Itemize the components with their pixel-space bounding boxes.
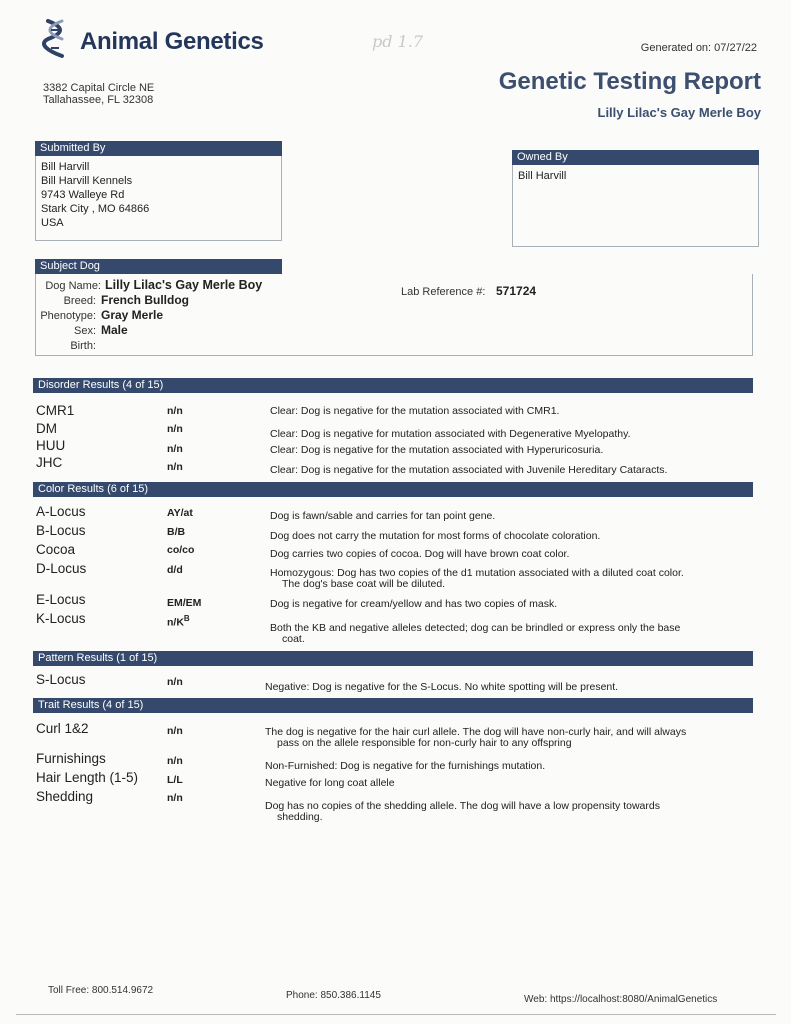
footer-web-link[interactable]: Web: https://localhost:8080/AnimalGenetics: [524, 994, 718, 1005]
submitted-by-line: USA: [41, 217, 64, 229]
result-description-line: coat.: [282, 633, 305, 645]
report-subtitle: Lilly Lilac's Gay Merle Boy: [597, 105, 761, 120]
lab-reference-value: 571724: [496, 284, 537, 298]
marker-name: Furnishings: [36, 751, 106, 766]
genotype-superscript: B: [183, 614, 190, 623]
breed-label: Breed:: [63, 295, 96, 307]
result-description: [265, 727, 740, 749]
sex-label: Sex:: [73, 325, 96, 337]
genotype: n/n: [167, 405, 183, 417]
genotype: [167, 614, 190, 629]
result-description: [270, 568, 745, 590]
address-line-2: Tallahassee, FL 32308: [43, 94, 154, 106]
result-description-line: pass on the allele responsible for non-curly hair to any offspring: [277, 737, 572, 749]
owned-by-name: Bill Harvill: [518, 170, 567, 182]
result-description: Dog carries two copies of cocoa. Dog will have brown coat color.: [270, 548, 570, 560]
breed-value: French Bulldog: [101, 293, 189, 307]
result-description: [265, 801, 740, 823]
genotype: n/n: [167, 755, 183, 767]
pattern-results-heading: Pattern Results (1 of 15): [33, 651, 753, 666]
company-address: [43, 82, 154, 106]
genotype-base: n/K: [167, 616, 184, 629]
genotype: n/n: [167, 423, 183, 435]
marker-name: HUU: [36, 438, 66, 453]
genotype: n/n: [167, 676, 183, 688]
subject-dog-box: [35, 274, 753, 356]
footer-phone: Phone: 850.386.1145: [286, 990, 381, 1001]
company-logo-text: Animal Genetics: [80, 28, 264, 55]
dog-name-value: Lilly Lilac's Gay Merle Boy: [105, 278, 263, 292]
genotype: n/n: [167, 725, 183, 737]
lab-reference-label: Lab Reference #:: [401, 286, 486, 298]
genotype: co/co: [167, 544, 195, 556]
genotype: n/n: [167, 461, 183, 473]
disorder-results-heading: Disorder Results (4 of 15): [33, 378, 753, 393]
submitted-by-heading: Submitted By: [35, 141, 282, 156]
marker-name: Curl 1&2: [36, 721, 89, 736]
result-description: Dog is negative for cream/yellow and has two copies of mask.: [270, 598, 558, 610]
marker-name: Hair Length (1-5): [36, 770, 139, 785]
result-description: Non-Furnished: Dog is negative for the furnishings mutation.: [265, 760, 546, 772]
generated-date: Generated on: 07/27/22: [640, 42, 757, 54]
report-title: Genetic Testing Report: [498, 68, 761, 95]
genotype: d/d: [167, 564, 183, 576]
result-description-line: The dog is negative for the hair curl allele. The dog will have non-curly hair, and will always: [265, 726, 687, 738]
result-description-line: The dog's base coat will be diluted.: [282, 578, 446, 590]
marker-name: Shedding: [36, 789, 94, 804]
marker-name: CMR1: [36, 403, 75, 418]
result-description: Clear: Dog is negative for the mutation associated with Juvenile Hereditary Cataracts.: [270, 464, 668, 476]
submitted-by-box: [35, 156, 282, 241]
subject-dog-heading: Subject Dog: [35, 259, 282, 274]
result-description: Clear: Dog is negative for mutation associated with Degenerative Myelopathy.: [270, 428, 631, 440]
submitted-by-line: 9743 Walleye Rd: [41, 189, 125, 201]
trait-results-heading: Trait Results (4 of 15): [33, 698, 753, 713]
phenotype-label: Phenotype:: [40, 310, 96, 322]
marker-name: K-Locus: [36, 611, 86, 626]
result-description: Negative for long coat allele: [265, 777, 395, 789]
footer-divider: [16, 1014, 776, 1015]
marker-name: S-Locus: [36, 672, 86, 687]
sex-value: Male: [101, 323, 128, 337]
genotype: n/n: [167, 443, 183, 455]
genotype: AY/at: [167, 507, 193, 519]
marker-name: B-Locus: [36, 523, 86, 538]
submitted-by-panel: [35, 141, 282, 241]
result-description: Negative: Dog is negative for the S-Locus. No white spotting will be present.: [265, 681, 619, 693]
result-description: Clear: Dog is negative for the mutation associated with CMR1.: [270, 405, 560, 417]
submitted-by-line: Bill Harvill: [41, 161, 90, 173]
result-description: Clear: Dog is negative for the mutation associated with Hyperuricosuria.: [270, 444, 604, 456]
genotype: L/L: [167, 774, 183, 786]
birth-label: Birth:: [70, 340, 96, 352]
marker-name: Cocoa: [36, 542, 76, 557]
result-description-line: Homozygous: Dog has two copies of the d1 mutation associated with a diluted coat color.: [270, 567, 684, 579]
handwritten-note: pd 1.7: [372, 32, 424, 51]
result-description-line: Both the KB and negative alleles detected; dog can be brindled or express only the base: [270, 622, 681, 634]
result-description: Dog does not carry the mutation for most forms of chocolate coloration.: [270, 530, 601, 542]
owned-by-heading: Owned By: [512, 150, 759, 165]
color-results-heading: Color Results (6 of 15): [33, 482, 753, 497]
genotype: n/n: [167, 792, 183, 804]
owned-by-panel: [512, 150, 759, 247]
genotype: B/B: [167, 526, 186, 538]
dna-helix-icon: [42, 18, 68, 62]
result-description-line: Dog has no copies of the shedding allele. The dog will have a low propensity towards: [265, 800, 660, 812]
result-description-line: shedding.: [277, 811, 323, 823]
marker-name: A-Locus: [36, 504, 86, 519]
dog-name-label: Dog Name:: [45, 280, 101, 292]
result-description: [270, 623, 745, 645]
subject-dog-panel: [35, 259, 282, 274]
owned-by-box: [512, 165, 759, 247]
marker-name: DM: [36, 421, 57, 436]
submitted-by-line: Stark City , MO 64866: [41, 203, 150, 215]
marker-name: D-Locus: [36, 561, 87, 576]
submitted-by-line: Bill Harvill Kennels: [41, 175, 133, 187]
marker-name: E-Locus: [36, 592, 86, 607]
result-description: Dog is fawn/sable and carries for tan point gene.: [270, 510, 496, 522]
footer-toll-free: Toll Free: 800.514.9672: [48, 985, 154, 996]
genotype: EM/EM: [167, 597, 202, 609]
phenotype-value: Gray Merle: [101, 308, 164, 322]
marker-name: JHC: [36, 455, 63, 470]
address-line-1: 3382 Capital Circle NE: [43, 82, 155, 94]
